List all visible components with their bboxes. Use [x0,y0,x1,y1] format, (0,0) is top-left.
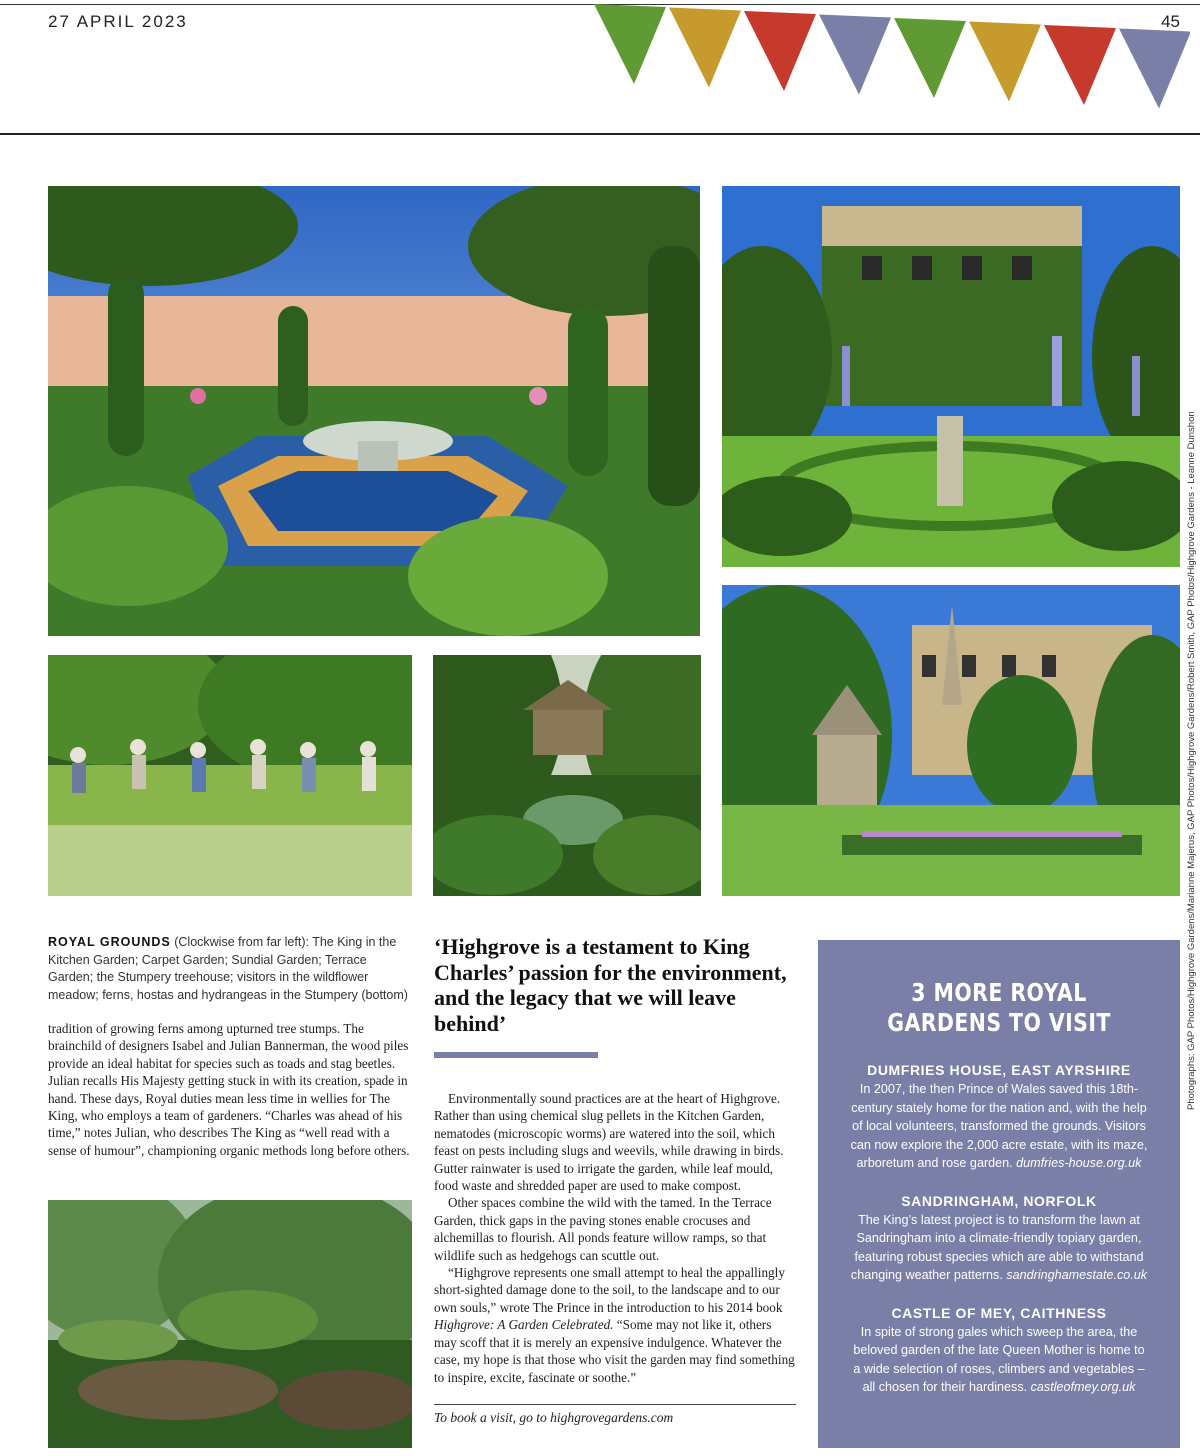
paragraph-text: “Highgrove represents one small attempt to heal the appallingly short-sighted damage done to the soil, to the landscape and to our own souls,” wrote The Prince in the introduction to his 2014 book [434,1265,785,1315]
garden-entry-castle-of-mey [849,1305,1149,1397]
article-column-2 [434,1090,796,1386]
photo-sundial-garden [722,186,1180,567]
sidebar-title [851,978,1148,1038]
photo-stumpery-ferns [48,1200,412,1448]
sidebar-title-line: 3 MORE ROYAL [911,978,1087,1007]
paragraph: Other spaces combine the wild with the tamed. In the Terrace Garden, thick gaps in the paving stones enable crocuses and alchemillas to flourish. All ponds feature willow ramps, so that wildlife such as hedgehogs can scuttle out. [434,1195,772,1263]
sidebar-title-line: GARDENS TO VISIT [887,1008,1111,1037]
book-title: Highgrove: A Garden Celebrated. [434,1317,614,1333]
booking-note: To book a visit, go to highgrovegardens.com [434,1410,674,1425]
bunting-flag [744,11,816,91]
bunting-flag [594,4,666,84]
photo-stumpery-treehouse [433,655,701,896]
booking-rule [434,1404,796,1405]
garden-link[interactable]: sandringhamestate.co.uk [1006,1268,1148,1282]
paragraph [434,1264,796,1386]
photo-caption [48,934,413,1004]
pull-quote: ‘Highgrove is a testament to King Charles’ passion for the environment, and the legacy that we will leave behind’ [434,934,787,1036]
header-rule [0,133,1200,135]
page-number: 45 [1161,12,1180,31]
garden-name: DUMFRIES HOUSE, EAST AYRSHIRE [867,1062,1131,1078]
paragraph: Environmentally sound practices are at the heart of Highgrove. Rather than using chemical slug pellets in the Kitchen Garden, nematodes (microscopic worms) are watered into the soil, which feast on pests including slugs and weevils, while drawing in birds. Gutter rainwater is used to irrigate the garden, while leaf mould, food waste and shredded paper are used to make compost. [434,1091,784,1194]
garden-name: SANDRINGHAM, NORFOLK [901,1192,1097,1209]
garden-text: In 2007, the then Prince of Wales saved this 18th-century stately home for the nation and, with the help of local volunteers, transformed the grounds. Visitors can now explore the 2,000 acre estate, with its maze, arboretum and rose garden. [850,1082,1148,1170]
garden-link[interactable]: castleofmey.org.uk [1030,1380,1136,1394]
pull-quote-rule [434,1052,598,1058]
photo-terrace-garden [722,585,1180,896]
bunting-flag [669,8,741,88]
bunting-flag [819,15,891,95]
photo-wildflower-meadow [48,655,412,896]
garden-description [849,1323,1149,1397]
bunting-flag [1119,29,1190,109]
paragraph: tradition of growing ferns among upturned tree stumps. The brainchild of designers Isabel and Julian Bannerman, the wood piles provide an ideal habitat for species such as toads and stag beetles. Julian recalls His Majesty getting stuck in with its creation, spade in hand. These days, Royal duties mean less time in wellies for The King, who employs a team of gardeners. “Charles was ahead of his time,” notes Julian, who describes The King as “well read with a sense of humour”, championing organic methods long before others. [48,1021,410,1158]
bunting-flag [894,18,966,98]
issue-date: 27 APRIL 2023 [48,12,188,31]
garden-link[interactable]: dumfries-house.org.uk [1016,1156,1142,1170]
garden-description [849,1080,1149,1173]
garden-entry-dumfries [849,1062,1149,1173]
bunting-decoration [590,0,1190,132]
caption-heading: ROYAL GROUNDS [48,935,171,949]
garden-description [849,1211,1149,1285]
caption-text: (Clockwise from far left): The King in the Kitchen Garden; Carpet Garden; Sundial Garden; Terrace Garden; the Stumpery treehouse; visitors in the wildflower meadow; ferns, hostas and hydrangeas in the Stumpery (bottom) [48,935,408,1002]
article-column-1 [48,1020,413,1159]
garden-text: In spite of strong gales which sweep the area, the beloved garden of the late Queen Mother is home to a wide selection of roses, climbers and vegetables – all chosen for their hardiness. [853,1324,1145,1394]
paragraph-text: “Some may not like it, others may scoff that it is merely an expensive indulgence. Whatever the case, my hope is that those who visit the garden may find something to inspire, excite, fascinate or soothe.” [434,1317,795,1385]
royal-gardens-sidebar [818,940,1180,1448]
garden-name: CASTLE OF MEY, CAITHNESS [891,1304,1107,1321]
garden-entry-sandringham [849,1193,1149,1285]
bunting-flag [969,22,1041,102]
photo-carpet-garden [48,186,700,636]
bunting-flag [1044,25,1116,105]
photo-credit: Photographs: GAP Photos/Highgrove Gardens/Marianne Majerus, GAP Photos/Highgrove Gardens/Robert Smith, GAP Photos/Highgrove Gardens - Leanne Dunshon [1186,411,1197,1110]
garden-text: The King’s latest project is to transform the lawn at Sandringham into a climate-friendly topiary garden, featuring robust species which are able to withstand changing weather patterns. [850,1212,1144,1282]
